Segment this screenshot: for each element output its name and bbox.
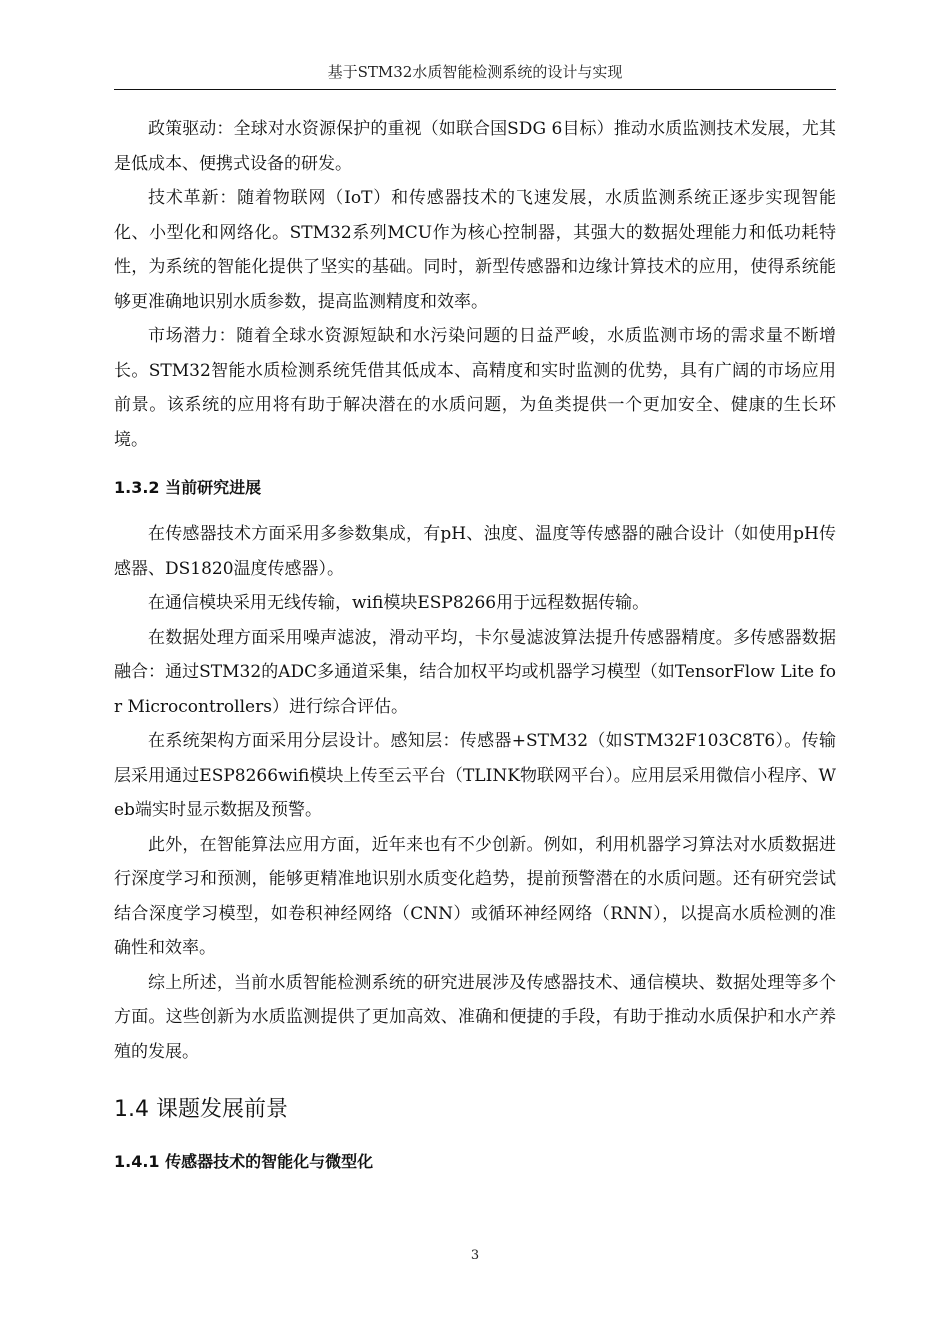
paragraph-summary: 综上所述，当前水质智能检测系统的研究进展涉及传感器技术、通信模块、数据处理等多个方面。这些创新为水质监测提供了更加高效、准确和便捷的手段，有助于推动水质保护和水产养殖的发展。 <box>114 972 836 1062</box>
section-heading-1-4: 1.4 课题发展前景 <box>114 1097 288 1122</box>
paragraph-smart-algorithms: 此外，在智能算法应用方面，近年来也有不少创新。例如，利用机器学习算法对水质数据进行深度学习和预测，能够更精准地识别水质变化趋势，提前预警潜在的水质问题。还有研究尝试结合深度学习模型，如卷积神经网络（CNN）或循环神经网络（RNN），以提高水质检测的准确性和效率。 <box>114 834 836 958</box>
section-heading-1-4-1: 1.4.1 传感器技术的智能化与微型化 <box>114 1152 374 1171</box>
section-heading-1-3-2: 1.3.2 当前研究进展 <box>114 478 262 497</box>
paragraph-communication: 在通信模块采用无线传输，wifi模块ESP8266用于远程数据传输。 <box>148 593 650 613</box>
paragraph-tech-innovation: 技术革新：随着物联网（IoT）和传感器技术的飞速发展，水质监测系统正逐步实现智能化、小型化和网络化。STM32系列MCU作为核心控制器，其强大的数据处理能力和低功耗特性，为系统的智能化提供了坚实的基础。同时，新型传感器和边缘计算技术的应用，使得系统能够更准确地识别水质参数，提高监测精度和效率。 <box>114 188 836 312</box>
running-header: 基于STM32水质智能检测系统的设计与实现 <box>327 63 623 81</box>
header-rule <box>114 89 836 90</box>
paragraph-data-processing: 在数据处理方面采用噪声滤波，滑动平均，卡尔曼滤波算法提升传感器精度。多传感器数据融合：通过STM32的ADC多通道采集，结合加权平均或机器学习模型（如TensorFlow Lite for Microcontrollers）进行综合评估。 <box>114 627 836 717</box>
page-body <box>114 112 836 1173</box>
paragraph-market-potential: 市场潜力：随着全球水资源短缺和水污染问题的日益严峻，水质监测市场的需求量不断增长。STM32智能水质检测系统凭借其低成本、高精度和实时监测的优势，具有广阔的市场应用前景。该系统的应用将有助于解决潜在的水质问题，为鱼类提供一个更加安全、健康的生长环境。 <box>114 326 836 450</box>
page-number: 3 <box>470 1248 480 1263</box>
paragraph-system-architecture: 在系统架构方面采用分层设计。感知层：传感器+STM32（如STM32F103C8T6）。传输层采用通过ESP8266wifi模块上传至云平台（TLINK物联网平台）。应用层采用微信小程序、Web端实时显示数据及预警。 <box>114 731 836 820</box>
paragraph-sensor-tech: 在传感器技术方面采用多参数集成，有pH、浊度、温度等传感器的融合设计（如使用pH传感器、DS1820温度传感器）。 <box>114 524 836 579</box>
paragraph-policy-driver: 政策驱动：全球对水资源保护的重视（如联合国SDG 6目标）推动水质监测技术发展，尤其是低成本、便携式设备的研发。 <box>114 119 836 174</box>
